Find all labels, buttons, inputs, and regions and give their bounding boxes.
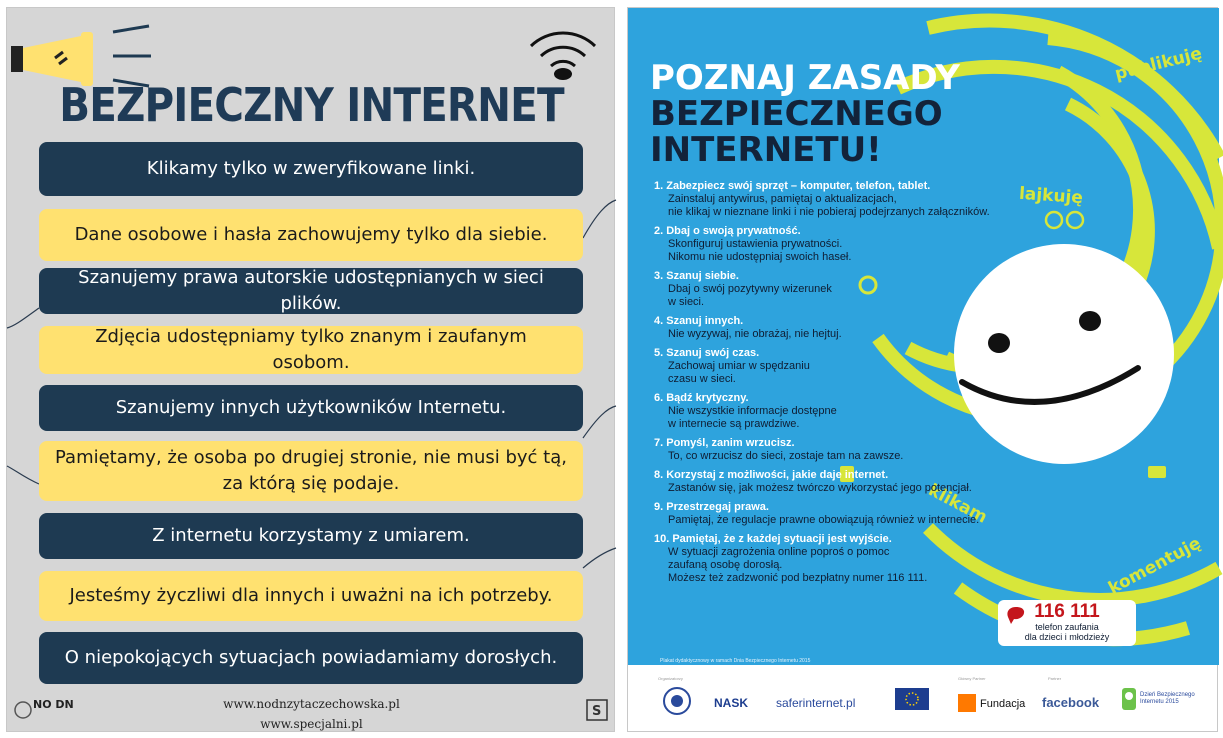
footer-url-1[interactable]: www.nodnzytaczechowska.pl (223, 697, 400, 711)
headline-line-2: BEZPIECZNEGO (650, 94, 943, 134)
label-organizers: Organizatorzy (658, 676, 683, 681)
eu-flag-icon (895, 688, 929, 710)
tip-item: 2. Dbaj o swoją prywatność. Skonfiguruj ustawienia prywatności. Nikomu nie udostępniaj swoich haseł. (654, 225, 852, 263)
school-logo-text: NO DN (33, 698, 74, 711)
rule-item: O niepokojących sytuacjach powiadamiamy dorosłych. (39, 632, 583, 684)
rule-item: Jesteśmy życzliwi dla innych i uważni na ich potrzeby. (39, 571, 583, 621)
org-seal-icon (662, 686, 692, 716)
saferinternet-logo: saferinternet.pl (776, 696, 856, 710)
nask-logo: NASK (714, 696, 749, 710)
hotline-line-1: telefon zaufania (1035, 622, 1099, 632)
specjalni-logo-text: S (592, 704, 602, 719)
tip-item: 9. Przestrzegaj prawa. Pamiętaj, że regulacje prawne obowiązują również w internecie. (654, 501, 980, 526)
tip-item: 3. Szanuj siebie. Dbaj o swój pozytywny wizerunek w sieci. (654, 270, 832, 308)
poster-credit: Plakat dydaktycznowy w ramach Dnia Bezpiecznego Internetu 2015 (660, 658, 811, 664)
tag-lajkuje: lajkuję (1018, 183, 1084, 209)
footer-links (7, 694, 616, 734)
fundacja-logo: Fundacja (980, 698, 1026, 710)
specjalni-logo (585, 698, 609, 728)
pointing-hand-icon (1148, 466, 1166, 478)
left-poster (6, 7, 615, 732)
rule-item: Dane osobowe i hasła zachowujemy tylko dla siebie. (39, 209, 583, 261)
poster-headline (650, 60, 960, 168)
poster-title: BEZPIECZNY INTERNET (59, 78, 564, 132)
right-poster (627, 7, 1218, 732)
tips-list (654, 180, 1074, 591)
label-partner: Partner (1048, 676, 1062, 681)
tag-komentuje: komentuję (1105, 533, 1205, 599)
rule-item: Z internetu korzystamy z umiarem. (39, 513, 583, 559)
footer-url-2[interactable]: www.specjalni.pl (260, 717, 363, 731)
tip-item: 7. Pomyśl, zanim wrzucisz. To, co wrzucisz do sieci, zostaje tam na zawsze. (654, 437, 904, 462)
wifi-icon (525, 22, 601, 82)
rule-item: Pamiętamy, że osoba po drugiej stronie, nie musi być tą, za którą się podaje. (39, 441, 583, 501)
tip-item: 10. Pamiętaj, że z każdej sytuacji jest wyjście. W sytuacji zagrożenia online poproś o pomoc zaufaną osobę dorosłą. Możesz też zadzwonić pod bezpłatny numer 116 111. (654, 533, 928, 584)
label-main-partner: Główny Partner (958, 676, 986, 681)
orange-logo-icon (958, 694, 976, 712)
rule-item: Szanujemy innych użytkowników Internetu. (39, 385, 583, 431)
headline-line-1: POZNAJ ZASADY (650, 58, 960, 98)
megaphone-icon (11, 26, 161, 76)
tip-item: 4. Szanuj innych. Nie wyzywaj, nie obrażaj, nie hejtuj. (654, 315, 842, 340)
rule-item: Klikamy tylko w zweryfikowane linki. (39, 142, 583, 196)
hotline-number: 116 111 (1034, 601, 1100, 622)
dbi-logo-icon (1118, 686, 1140, 712)
facebook-logo: facebook (1042, 695, 1100, 710)
tip-item: 5. Szanuj swój czas. Zachowaj umiar w spędzaniu czasu w sieci. (654, 347, 810, 385)
tag-publikuje: publikuję (1112, 43, 1204, 85)
hotline-line-2: dla dzieci i młodzieży (1024, 632, 1110, 642)
tag-klikam: klikam (925, 480, 991, 528)
phone-icon (1005, 606, 1027, 626)
headline-line-3: INTERNETU! (650, 130, 882, 170)
tip-item: 6. Bądź krytyczny. Nie wszystkie informacje dostępne w internecie są prawdziwe. (654, 392, 837, 430)
rule-item: Zdjęcia udostępniamy tylko znanym i zaufanym osobom. (39, 326, 583, 374)
dbi-logo-text: Dzień Bezpiecznego Internetu 2015 (1140, 692, 1195, 705)
sponsor-bar (628, 668, 1219, 733)
tip-item: 1. Zabezpiecz swój sprzęt – komputer, telefon, tablet. Zainstaluj antywirus, pamiętaj o aktualizacjach, nie klikaj w nieznane linki i nie pobieraj podejrzanych załączników. (654, 180, 990, 218)
tip-item: 8. Korzystaj z możliwości, jakie daje internet. Zastanów się, jak możesz twórczo wykorzystać jego potencjał. (654, 469, 972, 494)
rule-item: Szanujemy prawa autorskie udostępnianych w sieci plików. (39, 268, 583, 314)
